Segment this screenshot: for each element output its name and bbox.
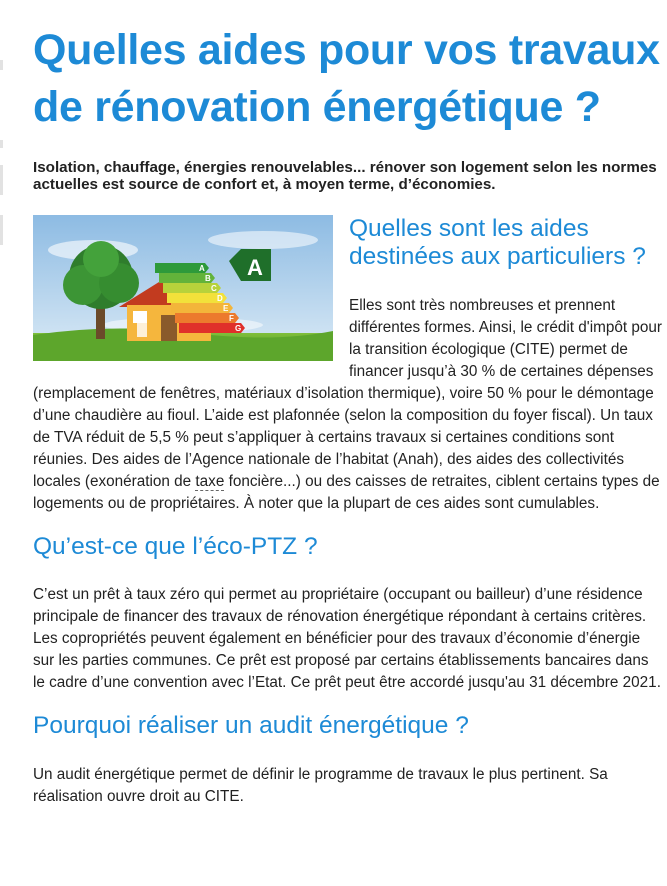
house-energy-image <box>33 215 333 361</box>
scale-label-d: D <box>217 294 223 303</box>
scale-label-e: E <box>223 304 229 313</box>
section-aides-particuliers <box>33 215 663 515</box>
body-aides-part1: Elles sont très nombreuses et prennent différentes formes. Ainsi, le crédit d'impôt pour la transition écologique (CITE) permet de financer jusqu’à 30 % de certaines dépenses (remplacement de fenêtres, matériaux d’isolation thermique), voire 50 % pour le démontage d’une chaudière au fioul. L’aide est plafonnée (selon la composition du foyer fiscal). Un taux de TVA réduit de 5,5 % peut s’appliquer à certains travaux si certaines conditions sont réunies. Des aides de l’Agence nationale de l’habitat (Anah), des aides des collectivités locales (exonération de <box>33 297 662 490</box>
scale-label-f: F <box>229 314 234 323</box>
page-title: Quelles aides pour vos travaux de rénovation énergétique ? <box>33 26 660 131</box>
body-audit: Un audit énergétique permet de définir le programme de travaux le plus pertinent. Sa réalisation ouvre droit au CITE. <box>33 766 608 805</box>
intro-text: Isolation, chauffage, énergies renouvelables... rénover son logement selon les normes actuelles est source de confort et, à moyen terme, d’économies. <box>33 159 657 193</box>
body-eco-ptz: C’est un prêt à taux zéro qui permet au propriétaire (occupant ou bailleur) d’une résidence principale de financer des travaux de rénovation énergétique répondant à certains critères. Les copropriétés peuvent également en bénéficier pour des travaux d’économie d’énergie sur les parties communes. Ce prêt est proposé par certains établissements bancaires dans le cadre d’une convention avec l’Etat. Ce prêt peut être accordé jusqu'au 31 décembre 2021. <box>33 586 661 691</box>
heading-audit: Pourquoi réaliser un audit énergétique ? <box>33 712 469 739</box>
energy-label-illustration <box>33 215 333 361</box>
abbr-taxe[interactable]: taxe <box>195 473 225 490</box>
heading-eco-ptz: Qu’est-ce que l’éco-PTZ ? <box>33 533 318 560</box>
body-aides-part2: foncière...) ou des caisses de retraites, ciblent certains types de logements ou de propriétaires. À noter que la plupart de ces aides sont cumulables. <box>33 473 660 512</box>
energy-rating-badge: A <box>247 255 263 280</box>
scale-label-a: A <box>199 264 205 273</box>
scale-label-b: B <box>205 274 211 283</box>
scale-label-g: G <box>235 324 242 333</box>
article <box>33 0 663 808</box>
scale-label-c: C <box>211 284 217 293</box>
section-audit <box>33 712 663 808</box>
heading-aides-particuliers: Quelles sont les aides destinées aux particuliers ? <box>349 215 646 270</box>
section-eco-ptz <box>33 533 663 694</box>
